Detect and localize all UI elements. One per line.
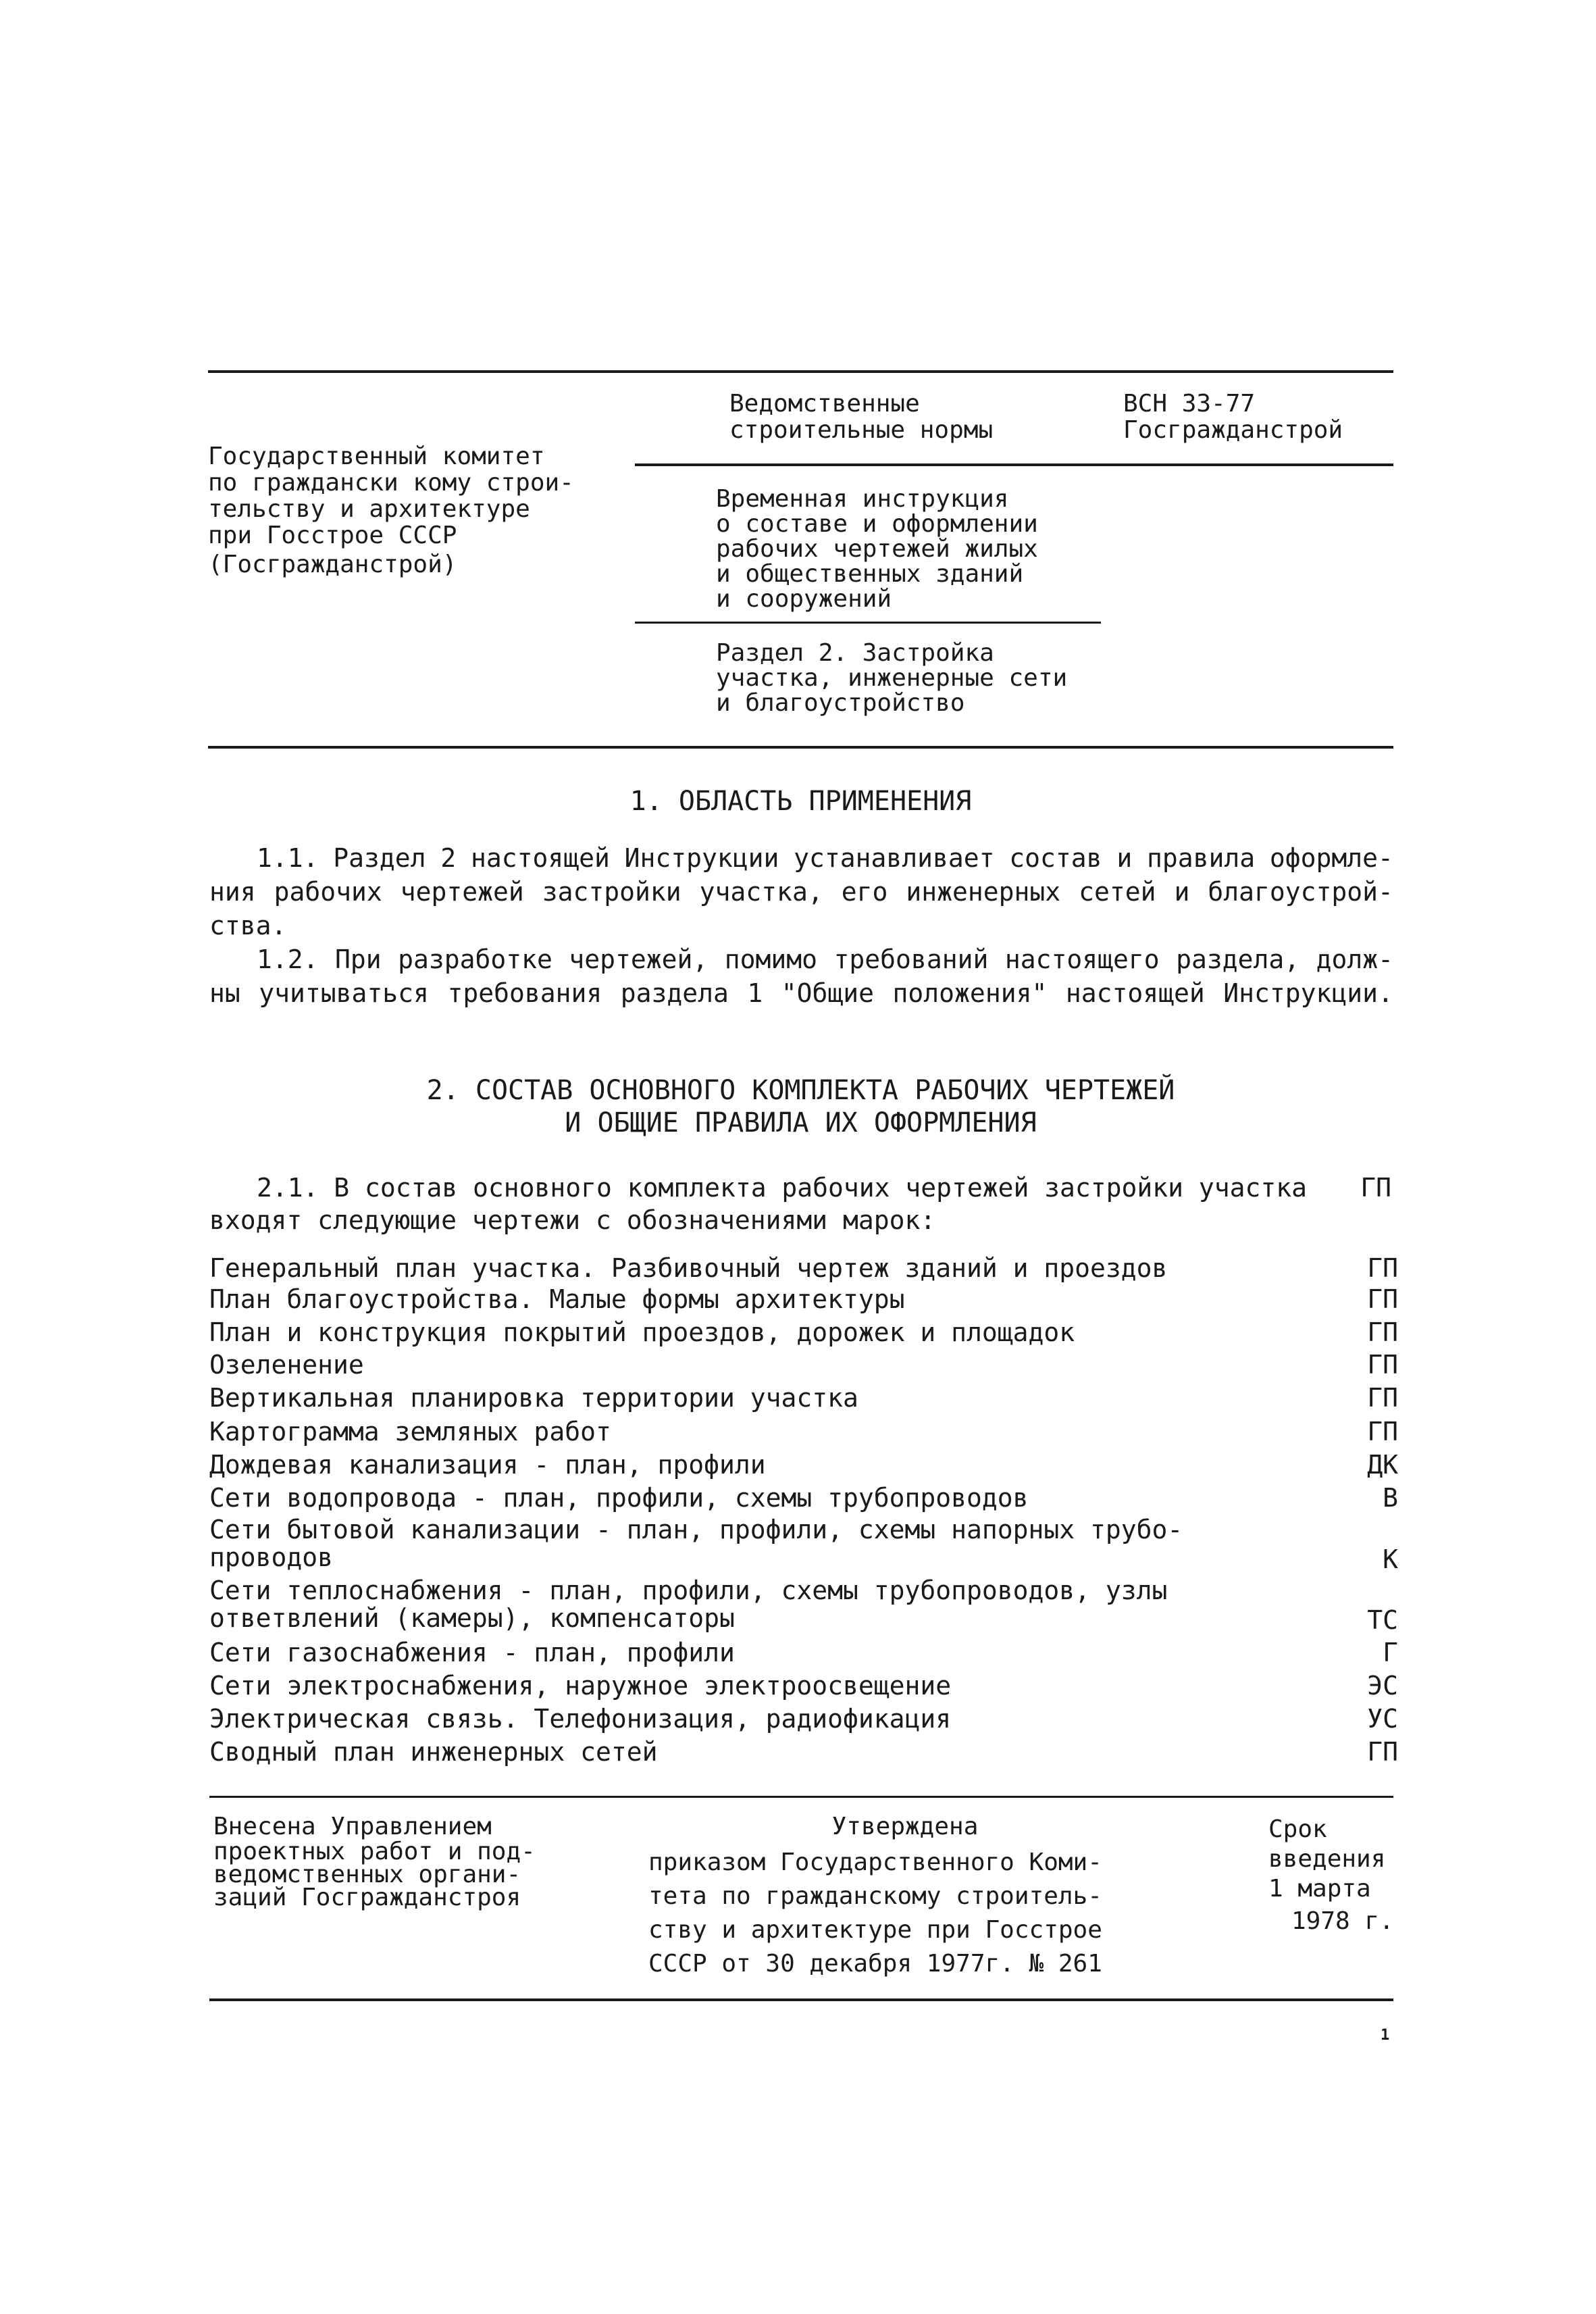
word: 1.1. <box>257 843 319 873</box>
section-2-heading-line: 2. СОСТАВ ОСНОВНОГО КОМПЛЕКТА РАБОЧИХ ЧЕРТЕЖЕЙ <box>426 1075 1175 1106</box>
word: В <box>334 1173 350 1203</box>
word: требования <box>447 978 602 1008</box>
footer-bottom-rule <box>209 1998 1393 2001</box>
paragraph-1-2-line-2 <box>209 977 1393 1009</box>
page-mark: 1 <box>1381 2027 1390 2044</box>
section-1-heading: 1. ОБЛАСТЬ ПРИМЕНЕНИЯ <box>629 786 972 817</box>
word: помимо <box>724 945 818 974</box>
norm-type <box>729 391 993 443</box>
drawing-mark: Г <box>1383 1638 1398 1667</box>
drawing-name: Озеленение <box>209 1350 364 1380</box>
drawing-name: Дождевая канализация - план, профили <box>209 1450 766 1480</box>
word: его <box>841 877 888 907</box>
submitted-line: ведомственных органи- <box>213 1861 521 1888</box>
word: раздела, <box>1176 945 1300 974</box>
word: Инструкции <box>624 843 779 873</box>
effective-line: 1 марта <box>1268 1875 1371 1903</box>
issuer-line: (Госгражданстрой) <box>208 551 457 578</box>
header-middle-rule <box>635 463 1393 466</box>
document-code-line: ВСН 33-77 <box>1123 390 1256 418</box>
effective-line: введения <box>1268 1845 1386 1873</box>
paragraph-1-1-line-2 <box>209 876 1393 908</box>
word: "Общие <box>781 978 875 1008</box>
word: застройки <box>1044 1173 1184 1203</box>
word: Инструкции. <box>1223 978 1393 1008</box>
approval-line: СССР от 30 декабря 1977г. № 261 <box>648 1950 1102 1978</box>
word: сетей <box>1079 877 1156 907</box>
norm-type-line: строительные нормы <box>729 416 994 444</box>
word: долж- <box>1316 945 1393 974</box>
drawing-name-line: Сети бытовой канализации - план, профили, схемы напорных трубо- <box>209 1515 1183 1544</box>
word: основного <box>473 1173 612 1203</box>
instruction-title-line: и общественных зданий <box>716 560 1024 588</box>
section-2-heading-line: И ОБЩИЕ ПРАВИЛА ИХ ОФОРМЛЕНИЯ <box>565 1107 1037 1138</box>
word: правила <box>1146 843 1256 873</box>
drawing-name: Сети водопровода - план, профили, схемы трубопроводов <box>209 1483 1029 1513</box>
word: комплекта <box>627 1173 767 1203</box>
paragraph-1-1-line-3: ства. <box>209 911 287 940</box>
footer-top-rule <box>209 1796 1393 1798</box>
drawing-mark: ГП <box>1367 1317 1398 1347</box>
drawing-name: Генеральный план участка. Разбивочный чертеж зданий и проездов <box>209 1253 1168 1283</box>
header-section-rule <box>635 622 1101 624</box>
word: и <box>1116 843 1133 873</box>
instruction-title <box>716 486 1038 611</box>
word: учитываться <box>259 978 429 1008</box>
effective-line: 1978 г. <box>1291 1907 1394 1935</box>
paragraph-1-1-line-1 <box>257 842 1393 874</box>
word: благоустрой- <box>1208 877 1393 907</box>
drawing-name: Картограмма земляных работ <box>209 1417 611 1447</box>
drawing-mark: ГП <box>1367 1383 1398 1413</box>
issuer-line: по граждански кому строи- <box>208 469 574 497</box>
approval-line: приказом Государственного Коми- <box>648 1848 1102 1876</box>
submitted-line: заций Госгражданстроя <box>213 1884 521 1911</box>
drawing-mark: К <box>1383 1544 1398 1574</box>
drawing-mark: ЭС <box>1367 1671 1398 1701</box>
word: Раздел <box>333 843 426 873</box>
drawing-name: План и конструкция покрытий проездов, дорожек и площадок <box>209 1317 1075 1347</box>
instruction-title-line: рабочих чертежей жилых <box>716 535 1038 563</box>
word: чертежей <box>905 1173 1029 1203</box>
section-title-line: и благоустройство <box>716 689 965 717</box>
section-title-line: Раздел 2. Застройка <box>716 639 994 667</box>
word: настоящего <box>1004 945 1160 974</box>
intro-line-2: входят следующие чертежи с обозначениями марок: <box>209 1205 936 1235</box>
drawing-mark: УС <box>1367 1704 1398 1734</box>
word: и <box>1174 877 1190 907</box>
word: инженерных <box>906 877 1061 907</box>
issuer-line: тельству и архитектуре <box>208 495 530 523</box>
section-title <box>716 640 1067 715</box>
word: устанавливает <box>794 843 995 873</box>
section-title-line: участка, инженерные сети <box>716 664 1068 692</box>
word: чертежей <box>400 877 524 907</box>
drawing-name <box>209 1516 1183 1571</box>
word: состав <box>364 1173 458 1203</box>
word: рабочих <box>781 1173 890 1203</box>
submitted-line: Внесена Управлением <box>213 1813 492 1840</box>
header-bottom-rule <box>208 746 1393 749</box>
word: участка, <box>699 877 823 907</box>
word: разработке <box>398 945 552 974</box>
approval-line: ству и архитектуре при Госстрое <box>648 1916 1102 1944</box>
word: 1 <box>747 978 763 1008</box>
word: 1.2. <box>257 945 319 974</box>
word: 2.1. <box>257 1173 319 1203</box>
word: При <box>335 945 382 974</box>
word: ны <box>209 978 240 1008</box>
word: участка <box>1198 1173 1307 1203</box>
word: оформле- <box>1269 843 1393 873</box>
drawing-mark: В <box>1383 1483 1398 1513</box>
paragraph-1-2-line-1 <box>257 943 1393 976</box>
drawing-mark: ДК <box>1367 1450 1398 1480</box>
approval-text <box>648 1846 1102 1981</box>
drawing-mark: ГП <box>1367 1737 1398 1767</box>
drawing-mark: ГП <box>1367 1284 1398 1314</box>
instruction-title-line: и сооружений <box>716 585 892 613</box>
intro-line-1 <box>257 1172 1307 1204</box>
issuer-line: при Госстрое СССР <box>208 522 457 549</box>
drawing-name-line: Сети теплоснабжения - план, профили, схемы трубопроводов, узлы <box>209 1576 1168 1605</box>
word: требований <box>833 945 989 974</box>
header-top-rule <box>208 370 1393 373</box>
drawing-name: Сети электроснабжения, наружное электроосвещение <box>209 1671 952 1701</box>
drawing-name: Электрическая связь. Телефонизация, радиофикация <box>209 1704 952 1734</box>
word: чертежей, <box>569 945 709 974</box>
word: положения" <box>892 978 1048 1008</box>
effective-line: Срок <box>1268 1815 1327 1843</box>
approval-title: Утверждена <box>831 1813 979 1840</box>
approval-line: тета по гражданскому строитель- <box>648 1882 1102 1910</box>
drawing-name <box>209 1577 1167 1632</box>
word: настоящей <box>1065 978 1205 1008</box>
word: застройки <box>542 877 681 907</box>
instruction-title-line: о составе и оформлении <box>716 510 1038 538</box>
drawing-name: Вертикальная планировка территории участка <box>209 1383 858 1413</box>
drawing-name: Сводный план инженерных сетей <box>209 1737 658 1767</box>
issuer-line: Государственный комитет <box>208 443 545 470</box>
drawing-mark: ГП <box>1367 1417 1398 1447</box>
word: настоящей <box>470 843 610 873</box>
effective-date <box>1268 1813 1394 1938</box>
word: 2 <box>440 843 457 873</box>
word: рабочих <box>274 877 382 907</box>
drawing-name-line: ответвлений (камеры), компенсаторы <box>209 1603 735 1633</box>
norm-type-line: Ведомственные <box>729 390 920 418</box>
drawing-name: План благоустройства. Малые формы архитектуры <box>209 1284 905 1314</box>
drawing-mark: ТС <box>1367 1605 1398 1635</box>
word: раздела <box>620 978 729 1008</box>
submitted-by <box>213 1813 536 1909</box>
intro-mark: ГП <box>1360 1173 1391 1203</box>
word: состав <box>1009 843 1102 873</box>
submitted-line: проектных работ и под- <box>213 1838 536 1865</box>
document-code <box>1123 391 1343 443</box>
drawing-mark: ГП <box>1367 1350 1398 1380</box>
document-code-line: Госгражданстрой <box>1123 416 1343 444</box>
drawing-mark: ГП <box>1367 1253 1398 1283</box>
instruction-title-line: Временная инструкция <box>716 485 1009 513</box>
word: ния <box>209 877 256 907</box>
section-2-heading <box>208 1074 1393 1139</box>
drawing-name: Сети газоснабжения - план, профили <box>209 1638 735 1667</box>
drawing-name-line: проводов <box>209 1542 334 1572</box>
issuer-block <box>208 443 574 578</box>
